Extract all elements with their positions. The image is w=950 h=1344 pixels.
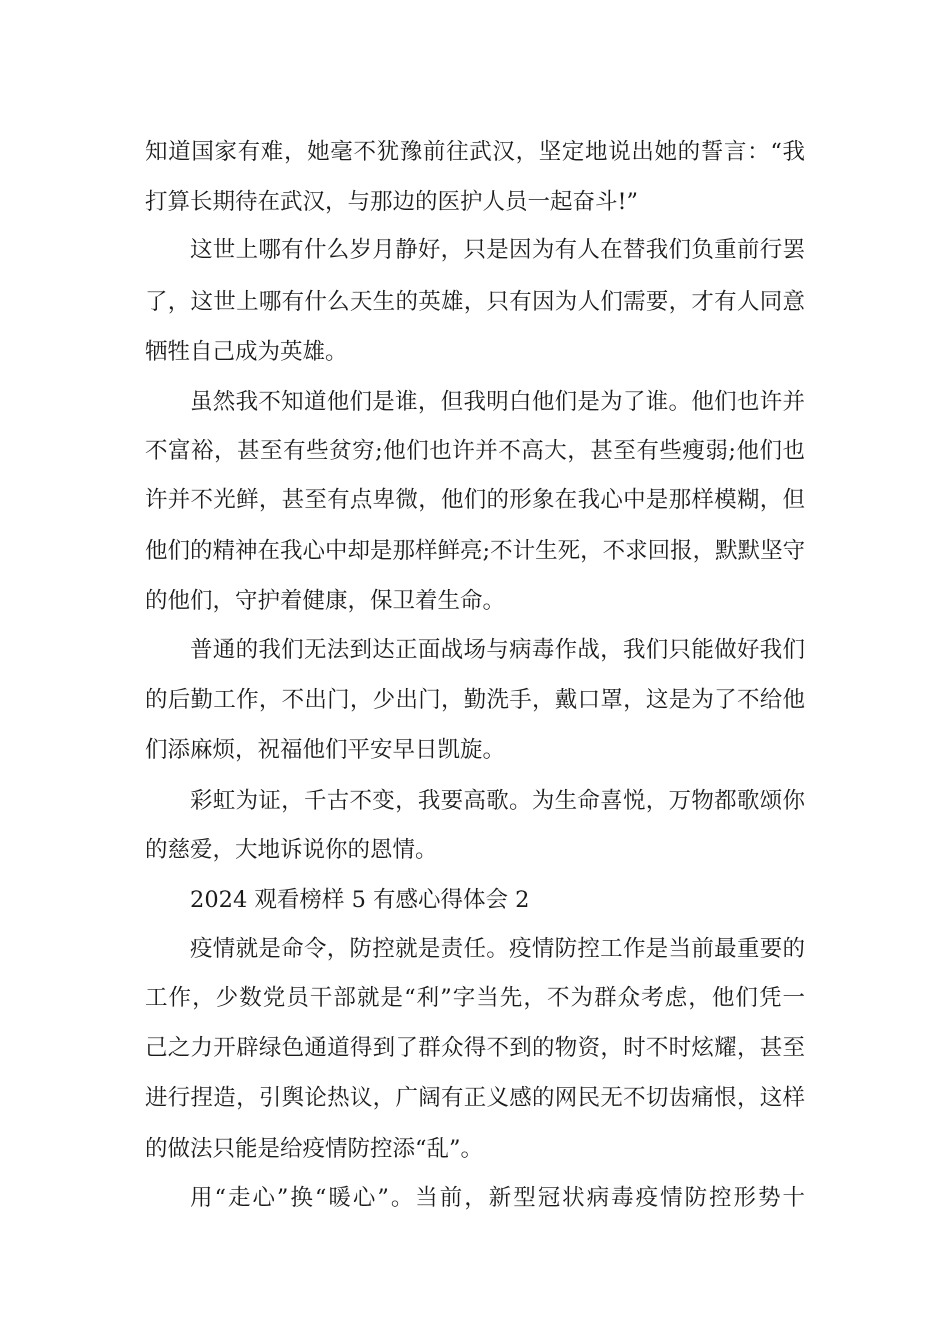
text-line: 的做法只能是给疫情防控添“乱”。 bbox=[145, 1136, 484, 1162]
text-line: 的后勤工作，不出门，少出门，勤洗手，戴口罩，这是为了不给他 bbox=[145, 687, 805, 713]
text-line: 知道国家有难，她毫不犹豫前往武汉，坚定地说出她的誓言：“我 bbox=[145, 139, 805, 165]
paragraph-start-line: 用“走心”换“暖心”。当前，新型冠状病毒疫情防控形势十 bbox=[190, 1185, 805, 1211]
text-line: 们添麻烦，祝福他们平安早日凯旋。 bbox=[145, 737, 506, 763]
paragraph-start-line: 这世上哪有什么岁月静好，只是因为有人在替我们负重前行罢 bbox=[190, 237, 805, 263]
text-line: 的他们，守护着健康，保卫着生命。 bbox=[145, 588, 506, 614]
text-line: 牺牲自己成为英雄。 bbox=[145, 339, 348, 365]
text-line: 进行捏造，引舆论热议，广阔有正义感的网民无不切齿痛恨，这样 bbox=[145, 1085, 805, 1111]
text-line: 不富裕，甚至有些贫穷;他们也许并不高大，甚至有些瘦弱;他们也 bbox=[145, 438, 805, 464]
paragraph-start-line: 彩虹为证，千古不变，我要高歌。为生命喜悦，万物都歌颂你 bbox=[190, 788, 805, 814]
paragraph-start-line: 普通的我们无法到达正面战场与病毒作战，我们只能做好我们 bbox=[190, 637, 805, 663]
section-heading: 2024 观看榜样 5 有感心得体会 2 bbox=[190, 887, 530, 913]
text-line: 打算长期待在武汉，与那边的医护人员一起奋斗!” bbox=[145, 189, 639, 215]
text-line: 他们的精神在我心中却是那样鲜亮;不计生死，不求回报，默默坚守 bbox=[145, 538, 806, 564]
paragraph-start-line: 虽然我不知道他们是谁，但我明白他们是为了谁。他们也许并 bbox=[190, 389, 805, 415]
text-line: 的慈爱，大地诉说你的恩情。 bbox=[145, 837, 438, 863]
text-line: 了，这世上哪有什么天生的英雄，只有因为人们需要，才有人同意 bbox=[145, 289, 805, 315]
paragraph-start-line: 疫情就是命令，防控就是责任。疫情防控工作是当前最重要的 bbox=[190, 936, 805, 962]
text-line: 己之力开辟绿色通道得到了群众得不到的物资，时不时炫耀，甚至 bbox=[145, 1035, 805, 1061]
text-line: 工作，少数党员干部就是“利”字当先，不为群众考虑，他们凭一 bbox=[145, 985, 805, 1011]
text-line: 许并不光鲜，甚至有点卑微，他们的形象在我心中是那样模糊，但 bbox=[145, 487, 805, 513]
